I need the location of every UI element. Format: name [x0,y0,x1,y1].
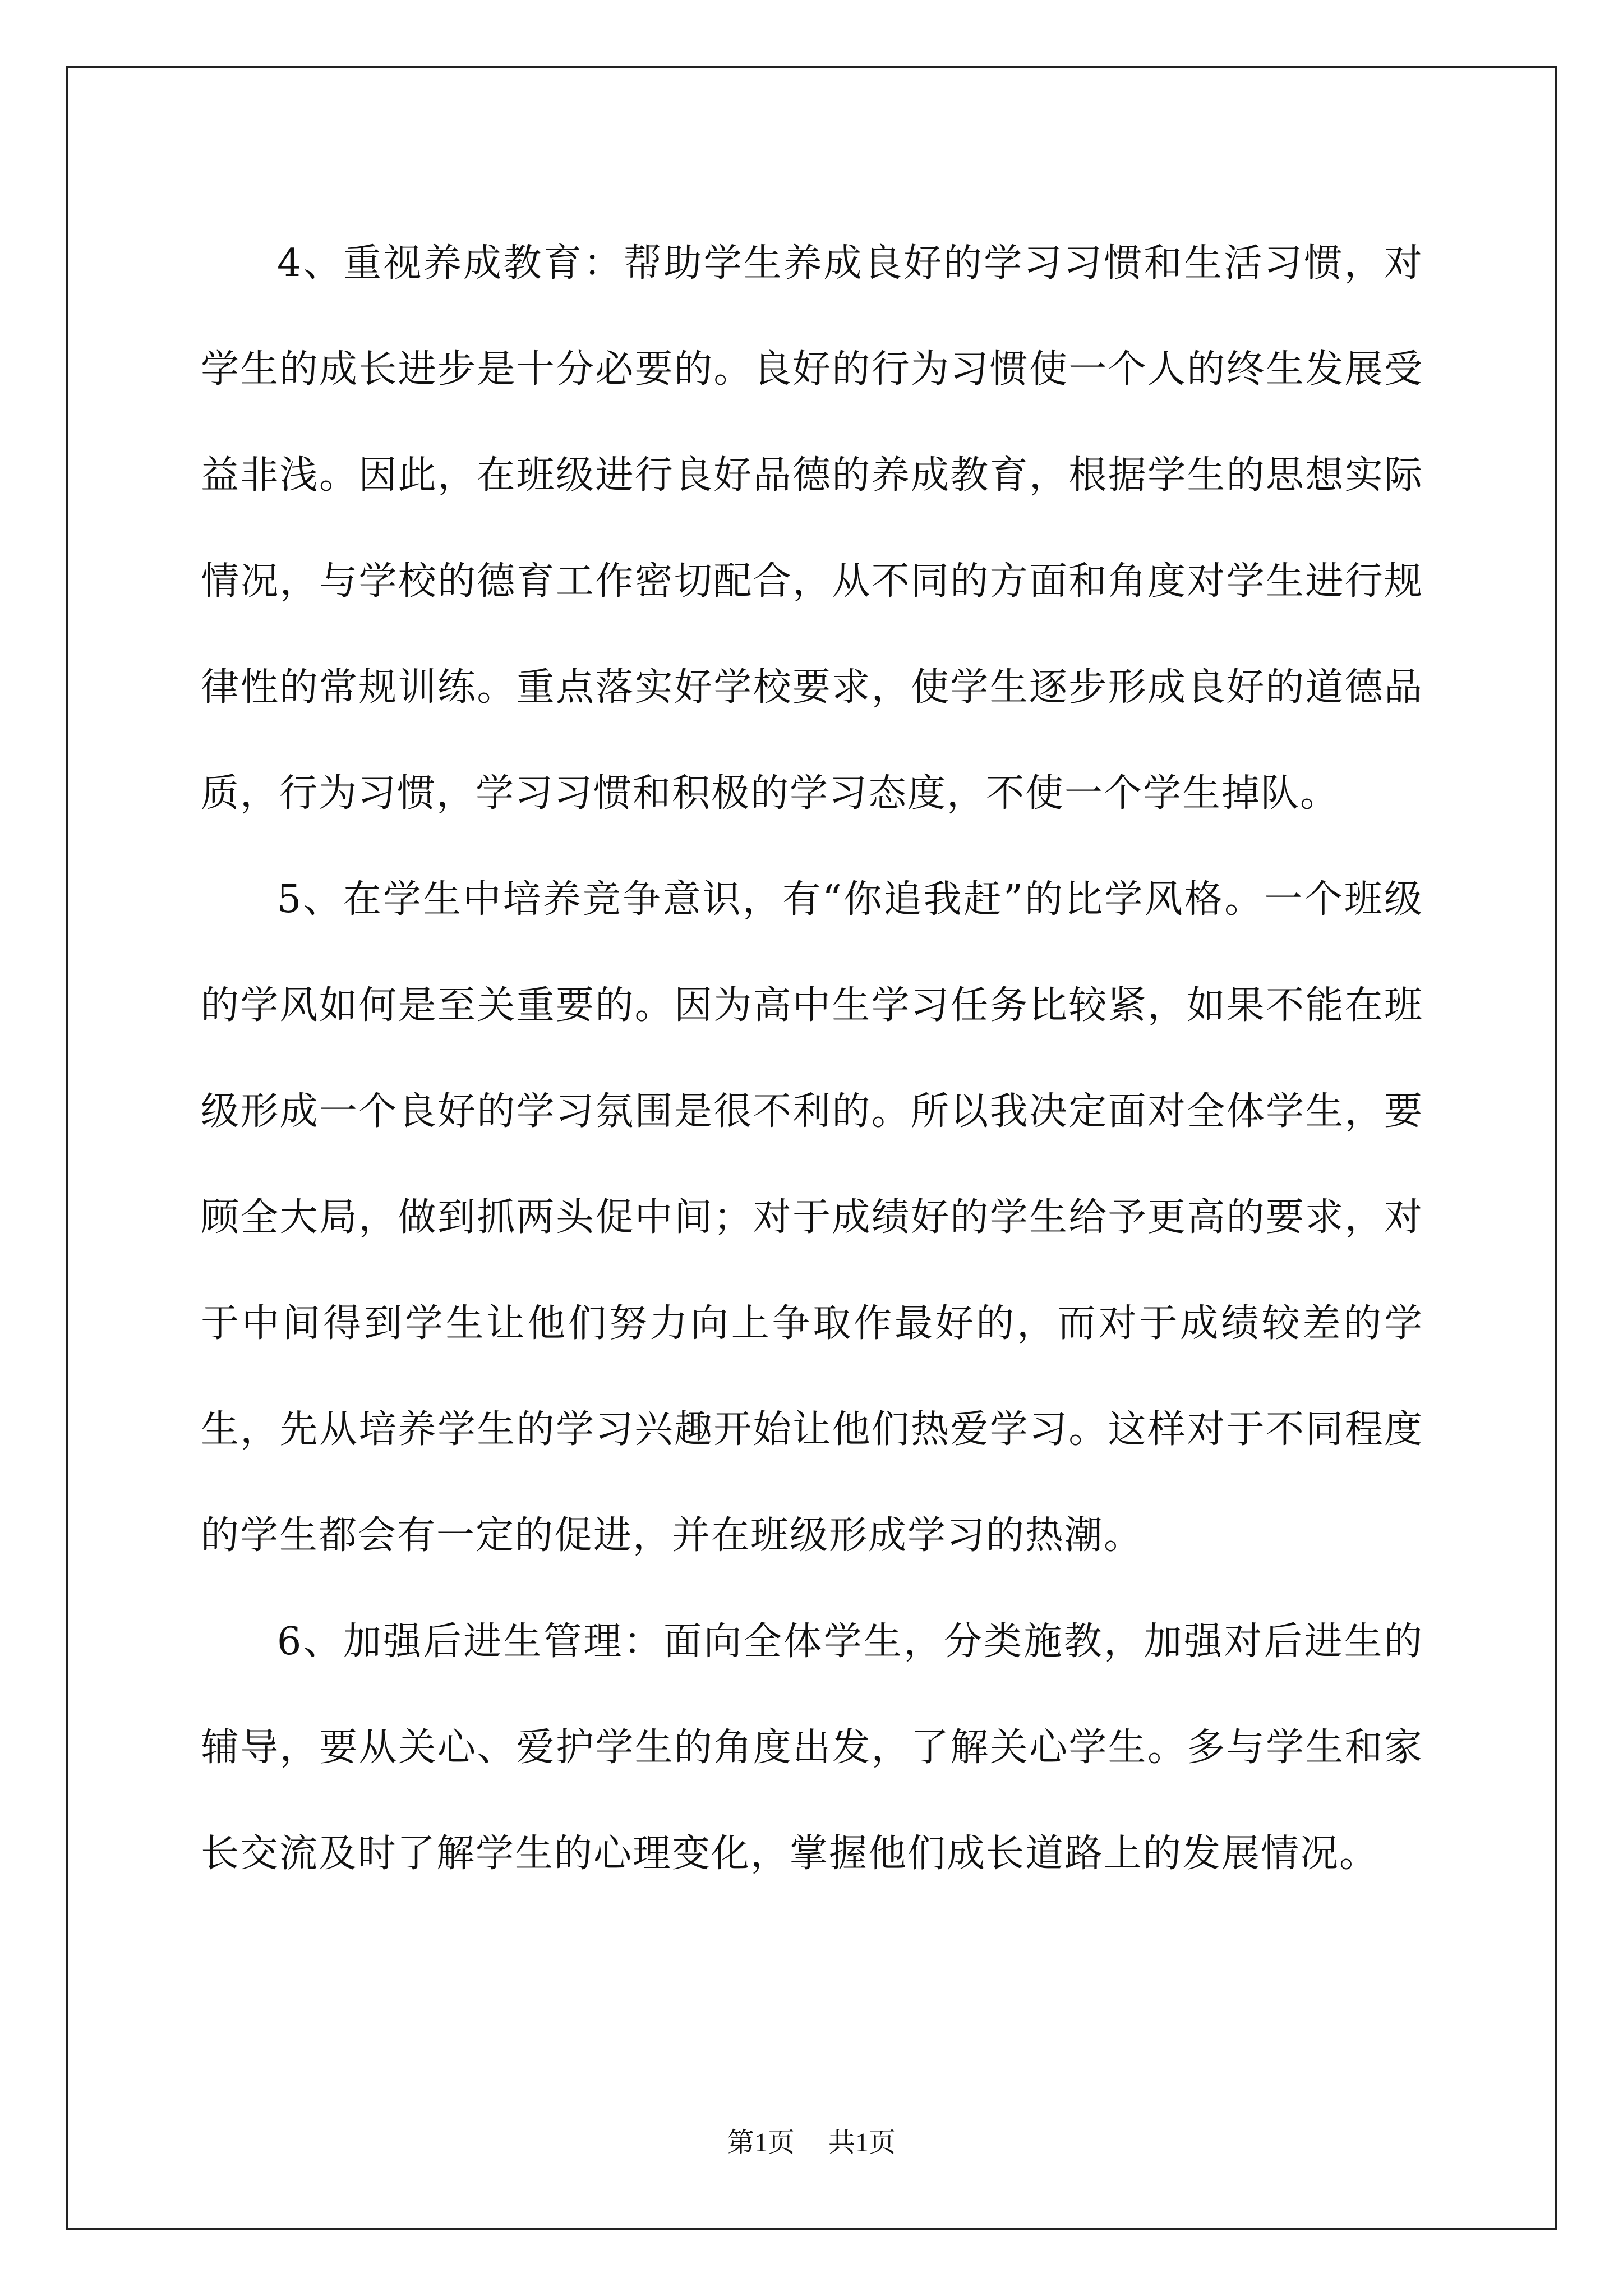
page-number-current: 第1页 [727,2128,795,2157]
paragraph-4-habit-education: 4、重视养成教育：帮助学生养成良好的学习习惯和生活习惯，对学生的成长进步是十分必要的。良好的行为习惯使一个人的终生发展受益非浅。因此，在班级进行良好品德的养成教育，根据学生的思想实际情况，与学校的德育工作密切配合，从不同的方面和角度对学生进行规律性的常规训练。重点落实好学校要求，使学生逐步形成良好的道德品质，行为习惯，学习习惯和积极的学习态度，不使一个学生掉队。 [201,241,1423,816]
page-footer [0,2126,1623,2160]
paragraph-5-competition-awareness: 5、在学生中培养竞争意识，有“你追我赶”的比学风格。一个班级的学风如何是至关重要的。因为高中生学习任务比较紧，如果不能在班级形成一个良好的学习氛围是很不利的。所以我决定面对全体学生，要顾全大局，做到抓两头促中间；对于成绩好的学生给予更高的要求，对于中间得到学生让他们努力向上争取作最好的，而对于成绩较差的学生，先从培养学生的学习兴趣开始让他们热爱学习。这样对于不同程度的学生都会有一定的促进，并在班级形成学习的热潮。 [201,877,1423,1558]
page-number-total: 共1页 [828,2128,896,2157]
paragraph-6-underachiever-management: 6、加强后进生管理：面向全体学生，分类施教，加强对后进生的辅导，要从关心、爱护学生的角度出发，了解关心学生。多与学生和家长交流及时了解学生的心理变化，掌握他们成长道路上的发展情况。 [201,1619,1423,1876]
document-body [201,210,1423,1907]
